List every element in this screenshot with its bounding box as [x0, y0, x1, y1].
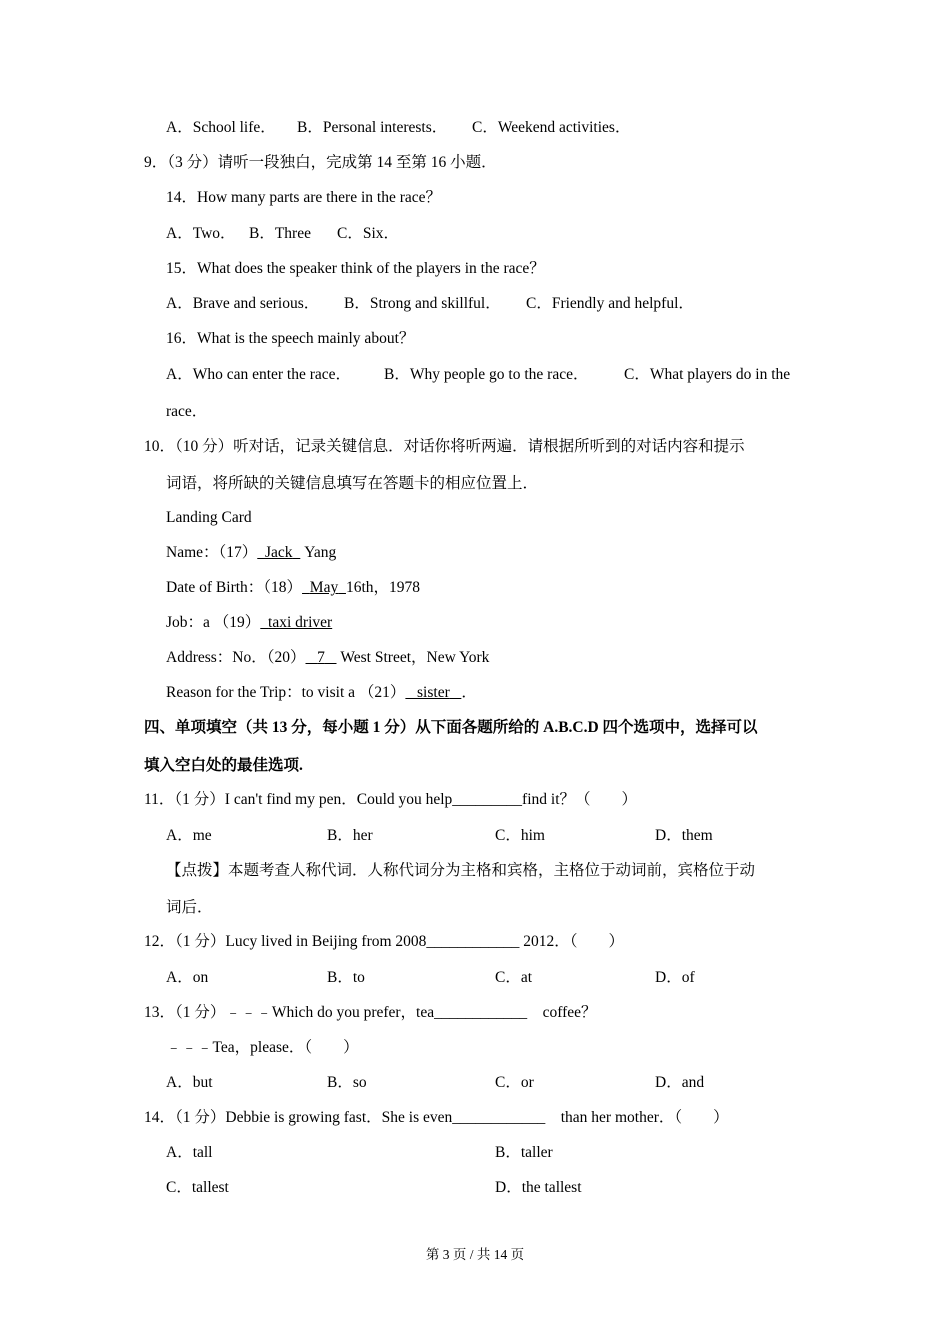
landing-card-name-row — [166, 543, 336, 563]
landing-card-reason-row — [166, 683, 477, 703]
q8-option-c: C．Weekend activities． — [472, 119, 631, 136]
reason-label: Reason for the Trip：to visit a （21） — [166, 684, 406, 701]
q9-sub15-option-c: C．Friendly and helpful． — [526, 295, 694, 312]
landing-card-birth-row — [166, 578, 420, 598]
section4-heading-line1: 四、单项填空（共 13 分，每小题 1 分）从下面各题所给的 A.B.C.D 四个选项中，选择可以 — [144, 719, 758, 736]
q9-sub16-option-c: C．What players do in the — [624, 366, 791, 383]
q10-header-line2: 词语，将所缺的关键信息填写在答题卡的相应位置上． — [166, 475, 539, 492]
q12-option-d: D．of — [655, 969, 695, 986]
q10-header-line1: 10．（10 分）听对话，记录关键信息．对话你将听两遍．请根据所听到的对话内容和提示 — [144, 438, 745, 455]
q12-option-b: B．to — [327, 969, 365, 986]
name-suffix: Yang — [304, 544, 337, 561]
q9-sub14-option-b: B．Three — [249, 225, 311, 242]
q9-sub16-option-c-continued: race． — [166, 403, 208, 420]
q14-stem: 14．（1 分）Debbie is growing fast．She is even____________ than her mother．（ ） — [144, 1109, 729, 1126]
q12-option-c: C．at — [495, 969, 533, 986]
q12-option-a: A．on — [166, 969, 209, 986]
q11-option-b: B．her — [327, 827, 373, 844]
job-answer: taxi driver — [268, 614, 333, 631]
q9-sub15-option-b: B．Strong and skillful． — [344, 295, 501, 312]
reason-suffix: ． — [461, 684, 477, 701]
q13-option-c: C．or — [495, 1074, 534, 1091]
landing-card-job-row — [166, 613, 332, 633]
address-answer: 7 — [317, 649, 325, 666]
reason-answer: sister — [417, 684, 450, 701]
q8-option-b: B．Personal interests． — [297, 119, 448, 136]
q12-stem: 12．（1 分）Lucy lived in Beijing from 2008____________ 2012．（ ） — [144, 933, 625, 950]
q9-sub14-option-c: C．Six． — [337, 225, 400, 242]
name-label: Name：（17） — [166, 544, 258, 561]
landing-card-title: Landing Card — [166, 509, 252, 526]
q13-option-a: A．but — [166, 1074, 213, 1091]
address-label: Address：No．（20） — [166, 649, 306, 666]
q9-sub14-stem: 14．How many parts are there in the race？ — [166, 189, 442, 206]
q9-sub16-option-b: B．Why people go to the race． — [384, 366, 589, 383]
q13-option-b: B．so — [327, 1074, 367, 1091]
q8-option-a: A．School life． — [166, 119, 276, 136]
q9-sub16-stem: 16．What is the speech mainly about？ — [166, 330, 415, 347]
q9-sub15-option-a: A．Brave and serious． — [166, 295, 320, 312]
q9-header: 9．（3 分）请听一段独白，完成第 14 至第 16 小题． — [144, 154, 497, 171]
q11-stem: 11．（1 分）I can't find my pen．Could you help_________find it？（ ） — [144, 791, 638, 808]
q11-option-d: D．them — [655, 827, 713, 844]
landing-card-address-row — [166, 648, 489, 668]
q11-option-a: A．me — [166, 827, 212, 844]
q14-option-a: A．tall — [166, 1144, 213, 1161]
section4-heading-line2: 填入空白处的最佳选项. — [144, 757, 303, 774]
birth-label: Date of Birth：（18） — [166, 579, 303, 596]
q14-option-d: D．the tallest — [495, 1179, 582, 1196]
birth-answer: May — [309, 579, 339, 596]
q14-option-c: C．tallest — [166, 1179, 229, 1196]
q9-sub15-stem: 15．What does the speaker think of the players in the race？ — [166, 260, 545, 277]
birth-suffix: 16th，1978 — [345, 579, 421, 596]
q9-sub16-option-a: A．Who can enter the race． — [166, 366, 352, 383]
q11-hint-line2: 词后． — [166, 899, 213, 916]
q9-sub14-option-a: A．Two． — [166, 225, 236, 242]
q14-option-b: B．taller — [495, 1144, 553, 1161]
q13-option-d: D．and — [655, 1074, 705, 1091]
name-answer: Jack — [265, 544, 293, 561]
q11-option-c: C．him — [495, 827, 545, 844]
q13-reply: ﹣﹣﹣Tea，please．（ ） — [166, 1039, 359, 1056]
q13-stem: 13．（1 分）﹣﹣﹣Which do you prefer，tea____________ coffee？ — [144, 1004, 597, 1021]
q11-hint-line1: 【点拨】本题考查人称代词．人称代词分为主格和宾格，主格位于动词前，宾格位于动 — [166, 862, 756, 879]
address-suffix: West Street，New York — [340, 649, 490, 666]
page-footer: 第 3 页 / 共 14 页 — [425, 1247, 525, 1262]
job-label: Job：a （19） — [166, 614, 261, 631]
